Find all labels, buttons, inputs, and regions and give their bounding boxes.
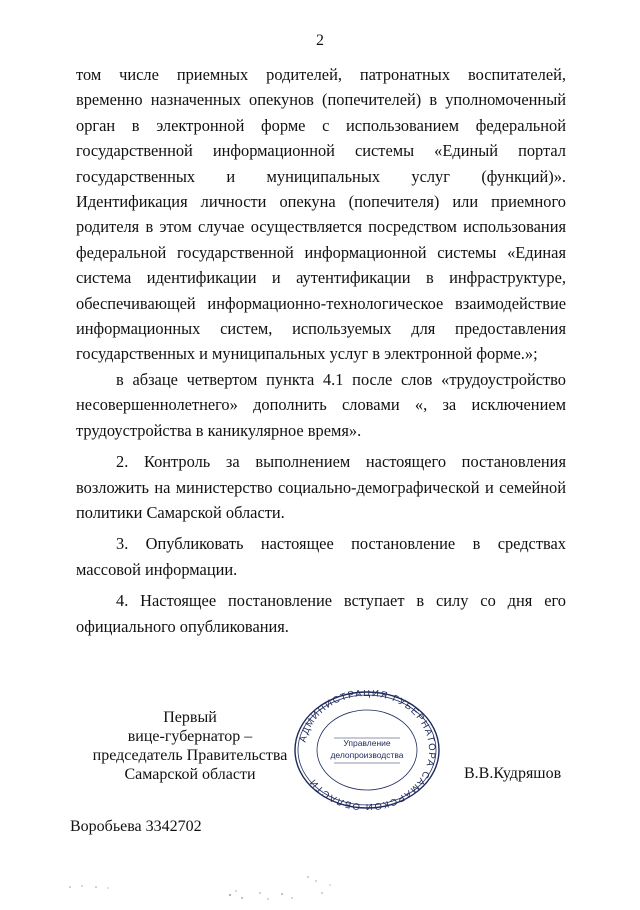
signatory-title <box>90 708 290 784</box>
paragraph-effective: 4. Настоящее постановление вступает в силу со дня его официального опубликования. <box>76 591 566 636</box>
paragraph-control: 2. Контроль за выполнением настоящего постановления возложить на министерство социально-демографической и семейной политики Самарской области. <box>76 452 566 522</box>
signatory-title-line: вице-губернатор – <box>127 728 253 745</box>
seal-graphic <box>292 690 442 810</box>
signatory-title-line: Самарской области <box>124 766 256 783</box>
document-body <box>76 62 566 639</box>
signatory-title-line: председатель Правительства <box>92 747 288 764</box>
seal-inner-line: Управление <box>343 738 391 748</box>
seal-outer-text: АДМИНИСТРАЦИЯ ГУБЕРНАТОРА САМАРСКОЙ ОБЛАСТИ <box>297 690 438 810</box>
executor-contact: Воробьева 3342702 <box>70 818 202 835</box>
paragraph-publish: 3. Опубликовать настоящее постановление в средствах массовой информации. <box>76 534 566 579</box>
page-number: 2 <box>316 32 324 49</box>
paragraph-amendment: в абзаце четвертом пункта 4.1 после слов «трудоустройство несовершеннолетнего» дополнить словами «, за исключением трудоустройства в каникулярное время». <box>76 369 566 440</box>
seal-inner-line: делопроизводства <box>330 750 404 760</box>
scan-artifact-dots <box>60 865 360 905</box>
signatory-name: В.В.Кудряшов <box>464 765 562 782</box>
official-seal-stamp <box>292 690 442 810</box>
paragraph-continuation: том числе приемных родителей, патронатных воспитателей, временно назначенных опекунов (попечителей) в уполномоченный орган в электронной форме с использованием федеральной государственной информационной системы «Единый портал государственных и муниципальных услуг (функций)». Идентификация личности опекуна (попечителя) или приемного родителя в этом случае осуществляется посредством использования федеральной государственной информационной системы «Единая система идентификации и аутентификации в инфраструктуре, обеспечивающей информационно-технологическое взаимодействие информационных систем, используемых для предоставления государственных и муниципальных услуг в электронной форме.»; <box>76 65 566 364</box>
signatory-title-line: Первый <box>163 709 217 726</box>
